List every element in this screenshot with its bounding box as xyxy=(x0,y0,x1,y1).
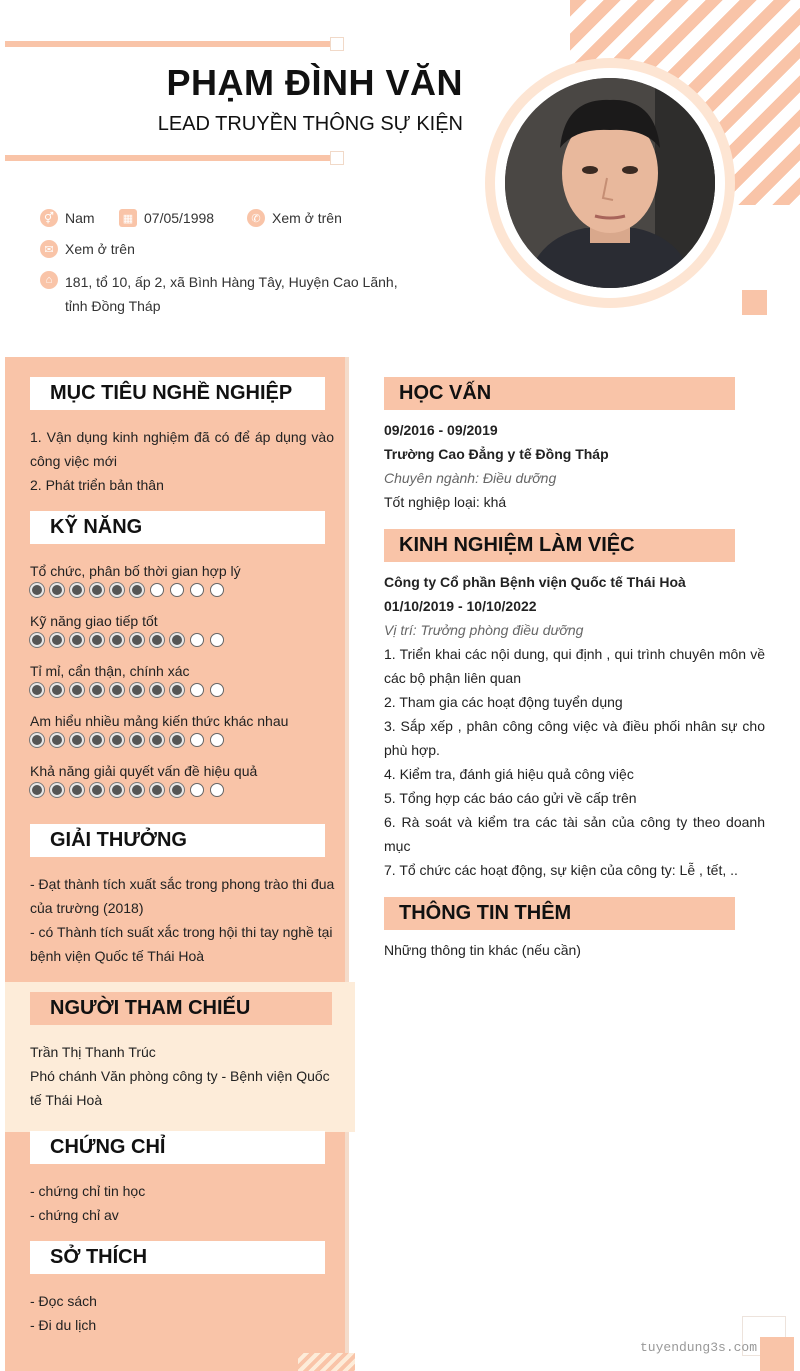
gender-icon: ⚥ xyxy=(40,209,58,227)
rating-dot-filled xyxy=(150,783,164,797)
rating-dot-empty xyxy=(190,683,204,697)
rating-dot-filled xyxy=(110,633,124,647)
address-value: 181, tổ 10, ấp 2, xã Bình Hàng Tây, Huyện Cao Lãnh, tỉnh Đồng Tháp xyxy=(65,274,398,314)
rating-dot-filled xyxy=(70,733,84,747)
duty-line: 7. Tổ chức các hoạt động, sự kiện của công ty: Lễ , tết, .. xyxy=(384,862,738,878)
watermark: tuyendung3s.com xyxy=(640,1340,758,1355)
gender-value: Nam xyxy=(65,210,95,226)
rating-dot-filled xyxy=(70,583,84,597)
section-heading-objective: MỤC TIÊU NGHỀ NGHIỆP xyxy=(30,377,325,410)
skill-name: Tỉ mỉ, cẩn thận, chính xác xyxy=(30,663,190,679)
rating-dot-filled xyxy=(110,683,124,697)
header-line-top xyxy=(5,41,330,47)
rating-dot-filled xyxy=(170,783,184,797)
hobbies-text xyxy=(30,1289,330,1337)
rating-dot-filled xyxy=(170,683,184,697)
header-line-top-end xyxy=(330,37,344,51)
contact-gender xyxy=(40,209,95,227)
certificate-line: - chứng chỉ av xyxy=(30,1207,119,1223)
rating-dot-filled xyxy=(130,733,144,747)
skill-item xyxy=(30,709,330,759)
contact-dob xyxy=(119,209,214,227)
objective-text xyxy=(30,425,334,497)
duty-line: 3. Sắp xếp , phân công công việc và điều phối nhân sự cho phù hợp. xyxy=(384,718,765,758)
objective-line: 1. Vận dụng kinh nghiệm đã có để áp dụng vào công việc mới xyxy=(30,429,334,469)
decorative-corner-square xyxy=(760,1337,794,1371)
rating-dot-empty xyxy=(210,633,224,647)
rating-dot-filled xyxy=(130,583,144,597)
rating-dot-filled xyxy=(150,733,164,747)
skills-list xyxy=(30,559,330,809)
contact-address xyxy=(40,271,65,289)
rating-dot-empty xyxy=(210,683,224,697)
rating-dot-filled xyxy=(30,583,44,597)
avatar xyxy=(505,78,715,288)
extra-text: Những thông tin khác (nếu cần) xyxy=(384,942,581,958)
skill-name: Tổ chức, phân bố thời gian hợp lý xyxy=(30,563,241,579)
rating-dot-filled xyxy=(90,583,104,597)
award-line: - có Thành tích suất xắc trong hội thi tay nghề tại bệnh viện Quốc tế Thái Hoà xyxy=(30,924,333,964)
rating-dot-filled xyxy=(30,733,44,747)
calendar-icon: ▦ xyxy=(119,209,137,227)
candidate-title: LEAD TRUYỀN THÔNG SỰ KIỆN xyxy=(157,113,463,135)
rating-dot-filled xyxy=(110,783,124,797)
experience-block xyxy=(384,570,765,882)
rating-dot-empty xyxy=(150,583,164,597)
objective-line: 2. Phát triển bản thân xyxy=(30,477,164,493)
award-line: - Đạt thành tích xuất sắc trong phong trào thi đua của trường (2018) xyxy=(30,876,335,916)
rating-dot-filled xyxy=(90,633,104,647)
rating-dot-filled xyxy=(50,783,64,797)
rating-dot-filled xyxy=(170,733,184,747)
phone-icon: ✆ xyxy=(247,209,265,227)
rating-dot-empty xyxy=(190,783,204,797)
experience-period: 01/10/2019 - 10/10/2022 xyxy=(384,598,537,614)
rating-dot-filled xyxy=(130,683,144,697)
avatar-illustration xyxy=(505,78,715,288)
experience-position: Vị trí: Trưởng phòng điều dưỡng xyxy=(384,622,584,638)
duty-line: 6. Rà soát và kiểm tra các tài sản của công ty theo doanh mục xyxy=(384,814,765,854)
rating-dot-filled xyxy=(30,783,44,797)
certificate-line: - chứng chỉ tin học xyxy=(30,1183,146,1199)
education-result: Tốt nghiệp loại: khá xyxy=(384,494,507,510)
skill-rating xyxy=(30,583,330,597)
reference-text xyxy=(30,1040,345,1112)
rating-dot-filled xyxy=(110,733,124,747)
rating-dot-filled xyxy=(90,683,104,697)
duty-line: 1. Triển khai các nội dung, qui định , qui trình chuyên môn về các bộ phận liên quan xyxy=(384,646,765,686)
rating-dot-filled xyxy=(150,683,164,697)
phone-value: Xem ở trên xyxy=(272,210,342,226)
rating-dot-empty xyxy=(170,583,184,597)
section-heading-education: HỌC VẤN xyxy=(384,377,735,410)
rating-dot-empty xyxy=(210,583,224,597)
rating-dot-filled xyxy=(50,633,64,647)
email-icon: ✉ xyxy=(40,240,58,258)
skill-rating xyxy=(30,633,330,647)
skill-item xyxy=(30,659,330,709)
rating-dot-filled xyxy=(70,633,84,647)
education-major: Chuyên ngành: Điều dưỡng xyxy=(384,470,557,486)
education-period: 09/2016 - 09/2019 xyxy=(384,422,498,438)
skill-name: Khả năng giải quyết vấn đề hiệu quả xyxy=(30,763,258,779)
section-heading-certificates: CHỨNG CHỈ xyxy=(30,1131,325,1164)
rating-dot-filled xyxy=(130,783,144,797)
section-heading-reference: NGƯỜI THAM CHIẾU xyxy=(30,992,332,1025)
skill-rating xyxy=(30,783,330,797)
rating-dot-empty xyxy=(190,733,204,747)
rating-dot-filled xyxy=(90,783,104,797)
education-block xyxy=(384,418,765,514)
section-heading-hobbies: SỞ THÍCH xyxy=(30,1241,325,1274)
skill-item xyxy=(30,609,330,659)
header-line-bottom xyxy=(5,155,330,161)
section-heading-skills: KỸ NĂNG xyxy=(30,511,325,544)
rating-dot-empty xyxy=(190,583,204,597)
section-heading-extra: THÔNG TIN THÊM xyxy=(384,897,735,930)
rating-dot-filled xyxy=(50,583,64,597)
rating-dot-filled xyxy=(90,733,104,747)
header-line-bottom-end xyxy=(330,151,344,165)
rating-dot-filled xyxy=(130,633,144,647)
hobby-line: - Đi du lịch xyxy=(30,1317,97,1333)
decorative-square xyxy=(742,290,767,315)
rating-dot-filled xyxy=(150,633,164,647)
rating-dot-filled xyxy=(70,783,84,797)
skill-rating xyxy=(30,683,330,697)
reference-name: Trần Thị Thanh Trúc xyxy=(30,1044,156,1060)
rating-dot-filled xyxy=(50,683,64,697)
skill-name: Kỹ năng giao tiếp tốt xyxy=(30,613,158,629)
skill-name: Am hiểu nhiều mảng kiến thức khác nhau xyxy=(30,713,289,729)
contact-phone xyxy=(247,209,342,227)
rating-dot-filled xyxy=(30,633,44,647)
duty-line: 5. Tổng hợp các báo cáo gửi về cấp trên xyxy=(384,790,637,806)
contact-email xyxy=(40,240,135,258)
rating-dot-filled xyxy=(70,683,84,697)
rating-dot-empty xyxy=(210,783,224,797)
certificates-text xyxy=(30,1179,330,1227)
decorative-stripes-bottom xyxy=(298,1353,355,1371)
skill-rating xyxy=(30,733,330,747)
rating-dot-filled xyxy=(50,733,64,747)
duty-line: 2. Tham gia các hoạt động tuyển dụng xyxy=(384,694,623,710)
rating-dot-empty xyxy=(190,633,204,647)
skill-item xyxy=(30,559,330,609)
education-school: Trường Cao Đẳng y tế Đồng Tháp xyxy=(384,446,609,462)
left-column-edge xyxy=(345,357,349,1371)
skill-item xyxy=(30,759,330,809)
experience-company: Công ty Cổ phần Bệnh viện Quốc tế Thái Hoà xyxy=(384,574,686,590)
reference-position: Phó chánh Văn phòng công ty - Bệnh viện Quốc tế Thái Hoà xyxy=(30,1068,330,1108)
section-heading-experience: KINH NGHIỆM LÀM VIỆC xyxy=(384,529,735,562)
section-heading-awards: GIẢI THƯỞNG xyxy=(30,824,325,857)
duty-line: 4. Kiểm tra, đánh giá hiệu quả công việc xyxy=(384,766,634,782)
rating-dot-filled xyxy=(30,683,44,697)
rating-dot-filled xyxy=(110,583,124,597)
rating-dot-empty xyxy=(210,733,224,747)
awards-text xyxy=(30,872,336,968)
dob-value: 07/05/1998 xyxy=(144,210,215,226)
email-value: Xem ở trên xyxy=(65,241,135,257)
rating-dot-filled xyxy=(170,633,184,647)
hobby-line: - Đọc sách xyxy=(30,1293,97,1309)
home-icon: ⌂ xyxy=(40,271,58,289)
candidate-name: PHẠM ĐÌNH VĂN xyxy=(166,62,463,103)
